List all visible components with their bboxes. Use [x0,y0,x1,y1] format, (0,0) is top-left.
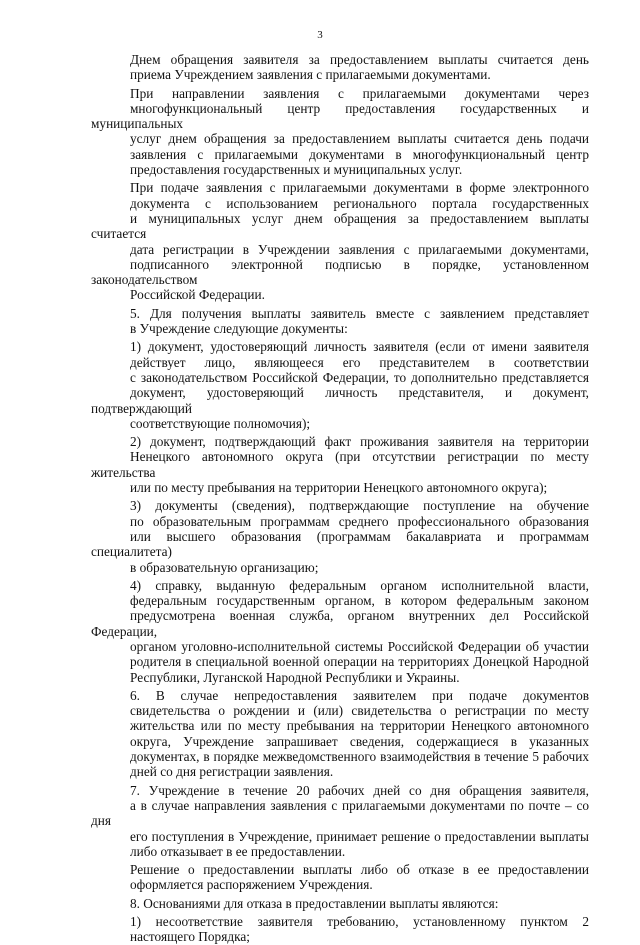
text-line: либо отказывает в ее предоставлении. [130,843,346,859]
text-line: федеральным государственным органом, в котором федеральным законом [130,593,589,609]
text-line: или высшего образования (программам бакалавриата и программам специалитета) [91,528,589,560]
text-line: или по месту пребывания на территории Ненецкого автономного округа); [130,480,548,496]
paragraph [91,896,589,911]
text-line: в образовательную организацию; [130,559,319,575]
text-line: настоящего Порядка; [130,929,250,945]
text-line: 4) справку, выданную федеральным органом исполнительной власти, [130,577,589,593]
text-line: действует лицо, являющееся его представителем в соответствии [130,354,589,370]
text-line: 1) несоответствие заявителя требованию, установленному пунктом 2 [130,914,589,930]
paragraph [91,52,589,83]
paragraph [91,688,589,780]
text-line: приема Учреждением заявления с прилагаемыми документами. [130,67,491,83]
page-number: 3 [317,29,323,41]
text-line: и муниципальных услуг днем обращения за предоставлением выплаты считается [91,210,589,242]
text-line: 2) документ, подтверждающий факт проживания заявителя на территории [130,434,589,450]
text-line: Ненецкого автономного округа (при отсутствии регистрации по месту жительства [91,449,589,480]
text-line: 8. Основаниями для отказа в предоставлении выплаты являются: [130,895,499,911]
text-line: документах, в порядке межведомственного взаимодействия в течение 5 рабочих [130,749,589,765]
text-line: Решение о предоставлении выплаты либо об отказе в ее предоставлении [130,862,589,878]
text-line: При подаче заявления с прилагаемыми документами в форме электронного [130,180,589,196]
paragraph [91,86,589,178]
text-line: 6. В случае непредоставления заявителем при подаче документов [130,687,589,703]
text-line: с законодательством Российской Федерации, то дополнительно представляется [130,369,589,385]
text-line: предусмотрена военная служба, органом внутренних дел Российской Федерации, [91,608,589,639]
text-line: оформляется распоряжением Учреждения. [130,877,373,893]
text-line: Республики, Луганской Народной Республики и Украины. [130,669,460,685]
text-line: округа, Учреждение запрашивает сведения, содержащиеся в указанных [130,733,589,749]
text-line: 1) документ, удостоверяющий личность заявителя (если от имени заявителя [130,339,589,355]
paragraph [91,578,589,685]
text-line: заявления с прилагаемыми документами в многофункциональный центр [130,146,589,162]
paragraph [91,339,589,431]
text-line: свидетельства о рождении и (или) свидетельства о регистрации по месту [130,703,589,719]
text-line: многофункциональный центр предоставления государственных и муниципальных [91,100,589,132]
text-line: документ, удостоверяющий личность представителя, и документ, подтверждающий [91,385,589,416]
paragraph [91,180,589,302]
text-line: соответствующие полномочия); [130,415,311,431]
text-line: Российской Федерации. [130,287,265,303]
text-line: жительства или по месту пребывания на территории Ненецкого автономного [130,718,589,734]
text-line: дата регистрации в Учреждении заявления с прилагаемыми документами, [130,241,589,257]
text-line: его поступления в Учреждение, принимает решение о предоставлении выплаты [130,828,589,844]
text-line: документа с использованием регионального портала государственных [130,195,589,211]
text-line: предоставления государственных и муниципальных услуг. [130,162,463,178]
text-line: органом уголовно-исполнительной системы Российской Федерации об участии [130,638,589,654]
text-line: дней со дня регистрации заявления. [130,764,334,780]
paragraph [91,783,589,859]
document-body [91,52,589,945]
text-line: подписанного электронной подписью в порядке, установленном законодательством [91,256,589,288]
text-line: 3) документы (сведения), подтверждающие поступление на обучение [130,498,589,514]
paragraph [91,434,589,495]
text-line: по образовательным программам среднего профессионального образования [130,513,589,529]
text-line: Днем обращения заявителя за предоставлением выплаты считается день [130,52,589,67]
text-line: 5. Для получения выплаты заявитель вместе с заявлением представляет [130,305,589,321]
text-line: При направлении заявления с прилагаемыми документами через [130,85,589,101]
paragraph [91,306,589,337]
paragraph [91,862,589,893]
text-line: а в случае направления заявления с прилагаемыми документами по почте – со дня [91,797,589,829]
text-line: в Учреждение следующие документы: [130,321,348,337]
text-line: 7. Учреждение в течение 20 рабочих дней со дня обращения заявителя, [130,782,589,798]
paragraph [91,914,589,945]
text-line: услуг днем обращения за предоставлением выплаты считается день подачи [130,131,589,147]
text-line: родителя в специальной военной операции на территориях Донецкой Народной [130,654,589,670]
paragraph [91,498,589,574]
